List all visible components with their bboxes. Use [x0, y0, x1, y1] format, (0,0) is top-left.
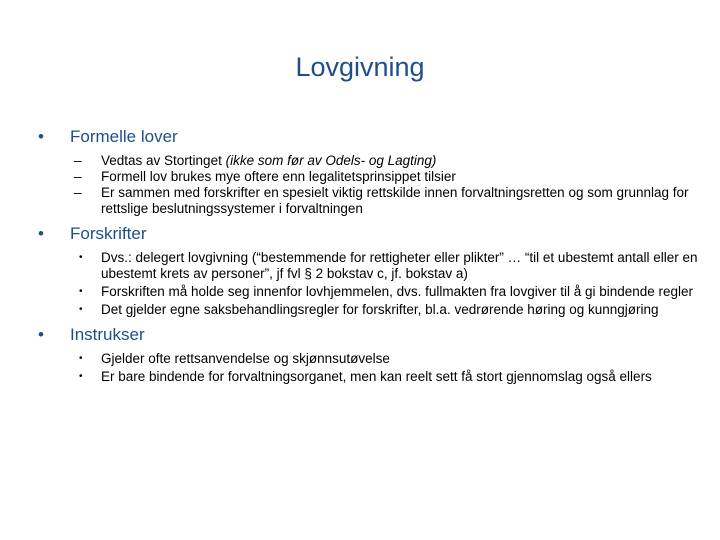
- list-item: [74, 153, 706, 169]
- list-item-text: Det gjelder egne saksbehandlingsregler for forskrifter, bl.a. vedrørende høring og kunngjøring: [101, 302, 659, 317]
- page-title: Lovgivning: [295, 52, 425, 82]
- bullet-icon: •: [38, 224, 44, 243]
- list-item: [74, 185, 706, 217]
- dash-icon: –: [74, 153, 82, 168]
- list-item: [74, 169, 706, 185]
- list-item: [74, 351, 706, 367]
- section-heading-instrukser: [38, 324, 706, 346]
- dash-icon: –: [74, 169, 82, 184]
- section-heading-formelle-lover: [38, 126, 706, 148]
- bullet-icon: •: [79, 286, 83, 297]
- list-item-text: Dvs.: delegert lovgivning (“bestemmende for rettigheter eller plikter” … “til et ubestemt antall eller en ubestemt krets av personer”, jf fvl § 2 bokstav c, jf. bokstav a): [101, 250, 698, 281]
- section-label: Formelle lover: [70, 127, 178, 146]
- section-label: Forskrifter: [70, 224, 147, 243]
- list-item-text: Forskriften må holde seg innenfor lovhjemmelen, dvs. fullmakten fra lovgiver til å gi bindende regler: [101, 284, 694, 299]
- list-item-italic-text: (ikke som før av Odels- og Lagting): [225, 153, 437, 168]
- list-item-text: Er sammen med forskrifter en spesielt viktig rettskilde innen forvaltningsretten og som grunnlag for rettslige beslutningssystemer i forvaltningen: [101, 185, 689, 216]
- bullet-icon: •: [38, 325, 44, 344]
- list-item: [74, 284, 706, 300]
- dash-icon: –: [74, 185, 82, 200]
- list-item-text: Formell lov brukes mye oftere enn legalitetsprinsippet tilsier: [101, 169, 456, 184]
- list-item-text: Er bare bindende for forvaltningsorganet, men kan reelt sett få stort gjennomslag også ellers: [101, 369, 652, 384]
- bullet-icon: •: [79, 252, 83, 263]
- list-item-text: Gjelder ofte rettsanvendelse og skjønnsutøvelse: [101, 351, 390, 366]
- list-item-text: Vedtas av Stortinget: [101, 153, 226, 168]
- list-item: [74, 369, 706, 385]
- slide-content: [38, 126, 706, 391]
- section-label: Instrukser: [70, 325, 145, 344]
- bullet-icon: •: [79, 304, 83, 315]
- bullet-icon: •: [79, 371, 83, 382]
- bullet-icon: •: [38, 127, 44, 146]
- section-items-forskrifter: [74, 250, 706, 318]
- list-item: [74, 302, 706, 318]
- bullet-icon: •: [79, 353, 83, 364]
- section-items-instrukser: [74, 351, 706, 385]
- list-item: [74, 250, 706, 282]
- section-heading-forskrifter: [38, 223, 706, 245]
- section-items-formelle-lover: [74, 153, 706, 217]
